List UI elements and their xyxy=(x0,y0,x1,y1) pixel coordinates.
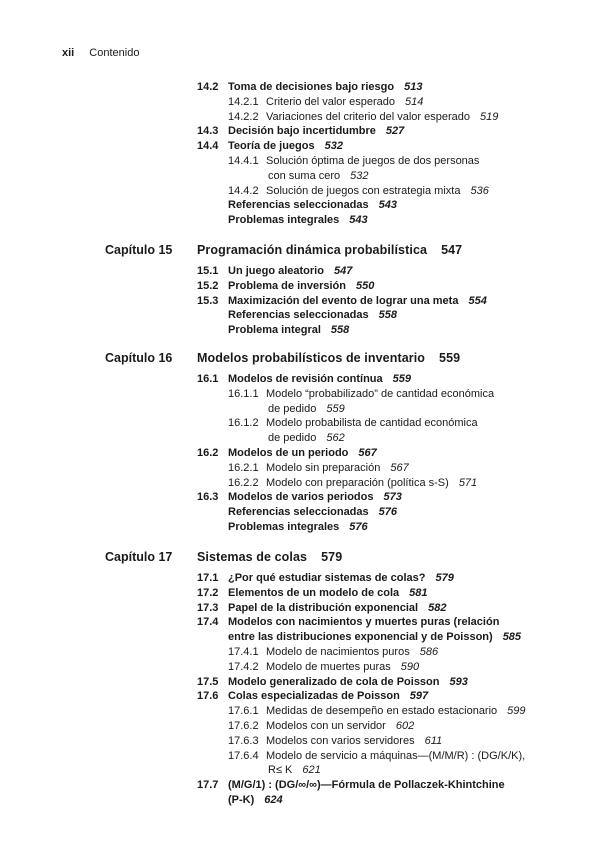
section-page: 536 xyxy=(470,184,489,197)
section-title xyxy=(266,704,526,719)
section-title xyxy=(228,279,374,294)
toc-entry[interactable] xyxy=(0,601,600,616)
section-title xyxy=(228,490,402,505)
section-number: 14.2.2 xyxy=(228,110,259,123)
section-title xyxy=(228,601,446,616)
section-page: 621 xyxy=(302,764,321,777)
toc-entry[interactable] xyxy=(0,124,600,139)
section-page: 579 xyxy=(435,572,454,584)
toc-entry[interactable] xyxy=(0,184,600,199)
section-title xyxy=(228,80,422,95)
section-title xyxy=(266,110,498,125)
toc-entry[interactable] xyxy=(0,416,600,431)
section-page: 527 xyxy=(385,125,405,138)
section-page: 543 xyxy=(378,199,397,212)
section-title-text: Modelo “probabilizado” de cantidad económica xyxy=(266,387,495,400)
toc-entry[interactable] xyxy=(0,689,600,704)
section-title-text: Solución óptima de juegos de dos personas xyxy=(266,154,480,167)
section-number: 15.1 xyxy=(197,265,219,277)
section-page: 599 xyxy=(507,705,526,718)
section-title xyxy=(266,387,494,402)
section-title xyxy=(228,323,349,338)
section-number: 16.1 xyxy=(197,373,219,385)
section-page: 550 xyxy=(355,279,375,292)
toc-entry[interactable] xyxy=(0,490,600,505)
section-number: 14.2.1 xyxy=(228,95,259,108)
section-title xyxy=(228,264,352,279)
chapter-page: 547 xyxy=(441,243,463,257)
toc-entry[interactable] xyxy=(0,476,600,491)
toc-block xyxy=(0,549,600,808)
section-title xyxy=(266,95,423,110)
section-number: 17.2 xyxy=(197,586,219,599)
section-title-text: entre las distribuciones exponencial y de Poisson) xyxy=(228,631,493,644)
toc-entry[interactable] xyxy=(0,308,600,323)
section-title-text: R≤ K xyxy=(268,764,293,777)
toc-entry[interactable] xyxy=(0,169,600,184)
section-page: 562 xyxy=(326,432,345,445)
section-title xyxy=(266,719,414,734)
section-title-text: Modelos con un servidor xyxy=(266,719,386,732)
chapter-title-text: Modelos probabilísticos de inventario xyxy=(197,351,426,365)
section-number: 17.6.3 xyxy=(228,734,259,747)
section-title-text: Medidas de desempeño en estado estacionario xyxy=(266,705,498,718)
chapter-title xyxy=(197,242,462,258)
toc-entry[interactable] xyxy=(0,734,600,749)
toc-entry[interactable] xyxy=(0,675,600,690)
section-number: 16.2 xyxy=(197,446,219,459)
chapter-page: 559 xyxy=(439,351,461,365)
section-page: 559 xyxy=(326,402,345,415)
section-title-text: Modelos con nacimientos y muertes puras (relación xyxy=(228,616,500,629)
section-title xyxy=(266,660,419,675)
section-title-text: Modelo con preparación (política s-S) xyxy=(266,476,449,489)
chapter-heading xyxy=(0,549,600,565)
section-page: 586 xyxy=(419,645,439,658)
toc-entry[interactable] xyxy=(0,294,600,309)
section-number: 17.6.1 xyxy=(228,705,259,718)
section-number: 16.1.1 xyxy=(228,387,259,400)
section-number: 17.6.2 xyxy=(228,719,259,732)
section-title-text: con suma cero xyxy=(268,169,341,182)
section-title xyxy=(228,139,343,154)
toc-entry[interactable] xyxy=(0,645,600,660)
section-title xyxy=(266,645,438,660)
toc-entry[interactable] xyxy=(0,372,600,387)
section-title-text: Criterio del valor esperado xyxy=(266,95,396,108)
section-title-text: Modelos con varios servidores xyxy=(266,734,415,747)
section-title-text: Modelos de revisión contínua xyxy=(228,373,383,385)
section-title-text: Papel de la distribución exponencial xyxy=(228,601,419,614)
toc-entry[interactable] xyxy=(0,139,600,154)
section-title xyxy=(266,734,442,749)
chapter-title xyxy=(197,350,460,366)
toc-entry[interactable] xyxy=(0,264,600,279)
toc-block xyxy=(0,80,600,228)
section-title-text: Toma de decisiones bajo riesgo xyxy=(228,81,395,93)
toc-entry[interactable] xyxy=(0,763,600,778)
toc-entry[interactable] xyxy=(0,704,600,719)
section-title xyxy=(228,372,411,387)
section-title xyxy=(268,763,321,778)
section-page: 573 xyxy=(383,491,402,504)
section-page: 532 xyxy=(350,169,369,182)
section-title xyxy=(268,431,345,446)
section-number: 14.2 xyxy=(197,81,219,93)
section-title-text: Colas especializadas de Poisson xyxy=(228,690,400,703)
section-title-text: de pedido xyxy=(268,432,317,445)
toc-entry[interactable] xyxy=(0,402,600,417)
section-title xyxy=(228,446,377,461)
chapter-label: Capítulo 16 xyxy=(105,351,173,365)
section-page: 602 xyxy=(395,719,415,732)
page-number: xii xyxy=(62,47,75,59)
toc-entry[interactable] xyxy=(0,571,600,586)
section-title-text: (P-K) xyxy=(228,793,255,806)
section-title xyxy=(268,402,345,417)
toc-entry[interactable] xyxy=(0,586,600,601)
section-page: 532 xyxy=(324,140,343,153)
section-title-text: Referencias seleccionadas xyxy=(228,199,369,212)
toc-entry[interactable] xyxy=(0,461,600,476)
section-title xyxy=(266,476,477,491)
toc-entry[interactable] xyxy=(0,793,600,808)
section-title xyxy=(228,778,505,793)
toc-block xyxy=(0,350,600,535)
section-number: 14.3 xyxy=(197,125,219,138)
section-page: 558 xyxy=(378,309,397,322)
section-title-text: Modelo generalizado de cola de Poisson xyxy=(228,675,440,688)
section-number: 16.2.2 xyxy=(228,476,259,489)
chapter-heading xyxy=(0,350,600,366)
section-title-text: Problemas integrales xyxy=(228,214,340,227)
section-title-text: Problemas integrales xyxy=(228,520,340,533)
section-number: 15.3 xyxy=(197,294,219,307)
section-title xyxy=(228,571,454,586)
toc-entry[interactable] xyxy=(0,279,600,294)
section-title-text: Problema integral xyxy=(228,324,321,337)
section-page: 571 xyxy=(458,476,478,489)
section-page: 582 xyxy=(428,601,447,614)
section-number: 17.4 xyxy=(197,616,219,629)
section-title xyxy=(228,124,404,139)
section-title-text: Modelos de un periodo xyxy=(228,446,349,459)
running-head xyxy=(62,47,139,59)
running-head-title: Contenido xyxy=(89,47,140,59)
section-title xyxy=(266,184,489,199)
section-page: 547 xyxy=(333,265,353,277)
section-title xyxy=(228,294,487,309)
toc-entry[interactable] xyxy=(0,154,600,169)
section-title-text: Modelo probabilista de cantidad económica xyxy=(266,417,478,430)
section-number: 17.6.4 xyxy=(228,749,259,762)
chapter-title-text: Programación dinámica probabilística xyxy=(197,243,428,257)
chapter-label: Capítulo 17 xyxy=(105,550,173,564)
section-title-text: ¿Por qué estudiar sistemas de colas? xyxy=(228,572,426,584)
toc-entry[interactable] xyxy=(0,387,600,402)
toc-entry[interactable] xyxy=(0,749,600,764)
chapter-label: Capítulo 15 xyxy=(105,243,173,257)
section-title xyxy=(228,213,368,228)
section-title-text: Modelo de servicio a máquinas—(M/M/R) : (DG/K/K), xyxy=(266,749,526,762)
section-number: 17.4.2 xyxy=(228,660,259,673)
section-page: 593 xyxy=(449,675,468,688)
section-title xyxy=(228,198,397,213)
section-number: 16.2.1 xyxy=(228,461,259,474)
section-page: 611 xyxy=(424,734,443,747)
section-page: 624 xyxy=(264,793,283,806)
section-title xyxy=(266,749,525,764)
section-number: 17.5 xyxy=(197,675,219,688)
section-title-text: Referencias seleccionadas xyxy=(228,506,369,519)
section-page: 567 xyxy=(358,446,377,459)
section-number: 16.3 xyxy=(197,491,219,504)
section-page: 543 xyxy=(349,214,368,227)
section-title-text: Referencias seleccionadas xyxy=(228,309,369,322)
section-title-text: Decisión bajo incertidumbre xyxy=(228,125,376,138)
section-number: 17.4.1 xyxy=(228,645,259,658)
section-title xyxy=(266,154,479,169)
section-number: 17.3 xyxy=(197,601,219,614)
section-title-text: Solución de juegos con estrategia mixta xyxy=(266,184,461,197)
chapter-title-text: Sistemas de colas xyxy=(197,550,308,564)
toc-block xyxy=(0,242,600,338)
toc-entry[interactable] xyxy=(0,660,600,675)
section-title xyxy=(228,520,368,535)
section-page: 576 xyxy=(378,506,397,519)
toc-entry[interactable] xyxy=(0,615,600,630)
toc-entry[interactable] xyxy=(0,520,600,535)
section-page: 581 xyxy=(409,586,428,599)
section-title xyxy=(228,630,521,645)
section-title-text: Un juego aleatorio xyxy=(228,265,324,277)
section-title xyxy=(228,308,397,323)
section-page: 514 xyxy=(405,95,424,108)
section-title-text: Teoría de juegos xyxy=(228,140,315,153)
section-title xyxy=(228,505,397,520)
section-page: 597 xyxy=(409,690,429,703)
section-title-text: Modelos de varios periodos xyxy=(228,491,374,504)
toc-entry[interactable] xyxy=(0,213,600,228)
section-title-text: Modelo de muertes puras xyxy=(266,660,391,673)
section-page: 513 xyxy=(404,81,423,93)
section-title xyxy=(228,615,499,630)
section-number: 14.4.2 xyxy=(228,184,259,197)
section-title-text: de pedido xyxy=(268,402,317,415)
chapter-title xyxy=(197,549,342,565)
section-title xyxy=(228,793,283,808)
toc-entry[interactable] xyxy=(0,80,600,95)
toc-entry[interactable] xyxy=(0,505,600,520)
section-title-text: Elementos de un modelo de cola xyxy=(228,586,400,599)
section-page: 585 xyxy=(502,631,522,644)
section-page: 519 xyxy=(480,110,499,123)
section-title xyxy=(266,461,409,476)
chapter-heading xyxy=(0,242,600,258)
section-page: 554 xyxy=(468,294,487,307)
section-number: 14.4 xyxy=(197,140,219,153)
section-page: 576 xyxy=(349,520,368,533)
section-title-text: (M/G/1) : (DG/∞/∞)—Fórmula de Pollaczek-Khintchine xyxy=(228,779,505,792)
section-page: 567 xyxy=(390,461,409,474)
section-title xyxy=(268,169,369,184)
toc-entry[interactable] xyxy=(0,431,600,446)
section-number: 14.4.1 xyxy=(228,154,259,167)
toc-entry[interactable] xyxy=(0,630,600,645)
toc-entry[interactable] xyxy=(0,198,600,213)
section-title-text: Variaciones del criterio del valor esperado xyxy=(266,110,471,123)
section-title-text: Problema de inversión xyxy=(228,279,346,292)
chapter-page: 579 xyxy=(321,550,343,564)
section-number: 16.1.2 xyxy=(228,417,259,430)
section-title xyxy=(228,675,468,690)
toc-entry[interactable] xyxy=(0,778,600,793)
section-number: 17.7 xyxy=(197,779,219,792)
section-number: 15.2 xyxy=(197,279,219,292)
section-title xyxy=(228,586,428,601)
section-page: 590 xyxy=(400,660,420,673)
toc-entry[interactable] xyxy=(0,323,600,338)
section-title xyxy=(266,416,478,431)
section-page: 559 xyxy=(392,373,411,385)
section-number: 17.1 xyxy=(197,572,219,584)
section-number: 17.6 xyxy=(197,690,219,703)
section-title-text: Modelo de nacimientos puros xyxy=(266,645,410,658)
section-title-text: Modelo sin preparación xyxy=(266,461,381,474)
section-page: 558 xyxy=(330,324,350,337)
toc-entry[interactable] xyxy=(0,95,600,110)
section-title-text: Maximización del evento de lograr una meta xyxy=(228,294,459,307)
toc-entry[interactable] xyxy=(0,446,600,461)
toc-entry[interactable] xyxy=(0,719,600,734)
section-title xyxy=(228,689,428,704)
toc-entry[interactable] xyxy=(0,110,600,125)
